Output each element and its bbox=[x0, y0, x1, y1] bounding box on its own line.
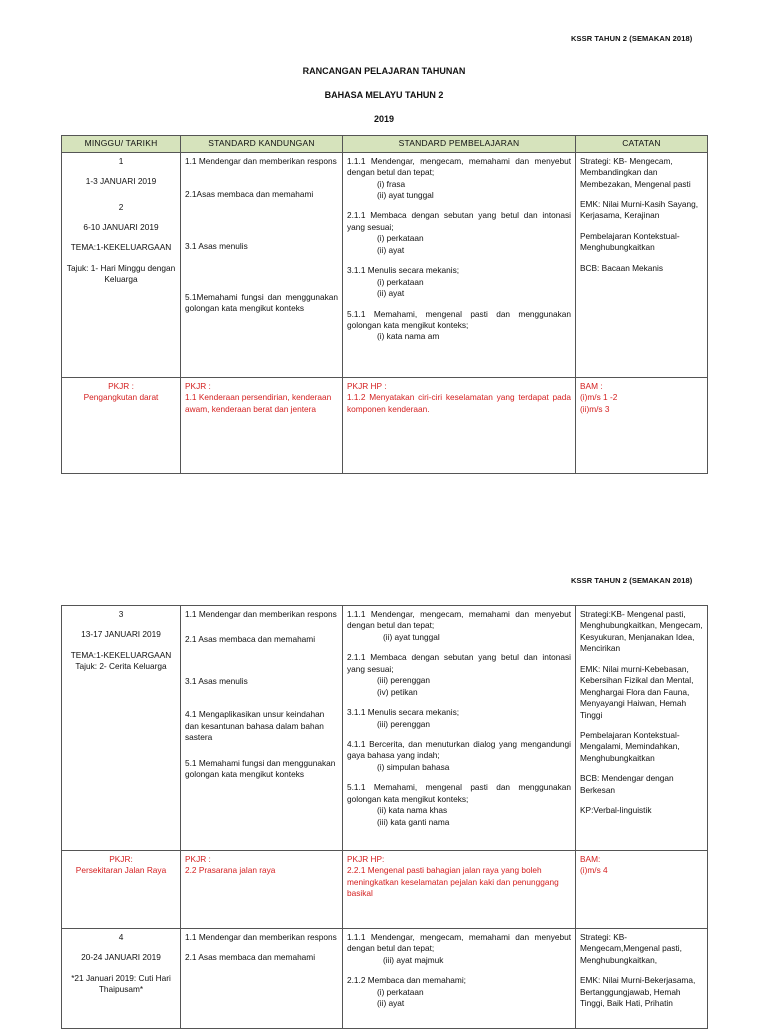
plan-table-1 bbox=[61, 135, 708, 474]
pkjr-label: PKJR : bbox=[108, 380, 134, 391]
pkjr-label: PKJR HP : bbox=[347, 380, 387, 391]
sp-item: 2.1.1 Membaca dengan sebutan yang betul dan intonasi yang sesuai; bbox=[347, 210, 571, 232]
sk-item: 1.1 Mendengar dan memberikan respons bbox=[185, 932, 337, 942]
pkjr-label: PKJR: bbox=[109, 854, 133, 864]
sp-item: 5.1.1 Memahami, mengenal pasti dan menggunakan golongan kata mengikut konteks; bbox=[347, 308, 571, 330]
theme: TEMA:1-KEKELUARGAAN bbox=[70, 649, 172, 660]
strategy-note: Strategi: KB-Mengecam,Mengenal pasti, Menghubungkaitkan, bbox=[580, 932, 682, 965]
topic: Tajuk: 1- Hari Minggu dengan Keluarga bbox=[66, 262, 176, 285]
sp-item: 3.1.1 Menulis secara mekanis; bbox=[347, 265, 460, 276]
strategy-note: Strategi: KB- Mengecam, Membandingkan dan Membezakan, Mengenal pasti bbox=[580, 155, 691, 189]
sp-subitem: (ii) ayat bbox=[377, 288, 405, 299]
sk-item: 2.1 Asas membaca dan memahami bbox=[185, 952, 316, 963]
contextual-note: Pembelajaran Kontekstual-Menghubungkaitkan bbox=[580, 230, 680, 253]
col-header-week: MINGGU/ TARIKH bbox=[62, 136, 181, 153]
year-title: 2019 bbox=[373, 114, 395, 124]
sp-cell bbox=[343, 152, 576, 377]
plan-title: RANCANGAN PELAJARAN TAHUNAN bbox=[302, 66, 466, 76]
pkjr-sp-cell bbox=[343, 851, 576, 929]
sp-item: 5.1.1 Memahami, mengenal pasti dan menggunakan golongan kata mengikut konteks; bbox=[347, 782, 571, 804]
sp-cell bbox=[343, 606, 576, 851]
sp-item: 3.1.1 Menulis secara mekanis; bbox=[347, 707, 460, 718]
sp-cell bbox=[343, 929, 576, 1029]
sp-subitem: (iii) kata ganti nama bbox=[377, 816, 450, 827]
notes-cell bbox=[576, 606, 708, 851]
contextual-note: Pembelajaran Kontekstual-Mengalami, Memindahkan, Menghubungkaitkan bbox=[580, 729, 680, 763]
bam-label: BAM: bbox=[580, 854, 601, 864]
notes-cell bbox=[576, 152, 708, 377]
sp-item: 2.1.2 Membaca dan memahami; bbox=[347, 975, 466, 986]
week-date: 20-24 JANUARI 2019 bbox=[81, 952, 161, 963]
sp-subitem: (i) frasa bbox=[377, 178, 406, 189]
pkjr-sk-cell bbox=[181, 851, 343, 929]
col-header-sk: STANDARD KANDUNGAN bbox=[181, 136, 343, 153]
kp-note: KP:Verbal-linguistik bbox=[580, 805, 652, 816]
sp-subitem: (i) simpulan bahasa bbox=[377, 761, 450, 772]
week-cell bbox=[62, 606, 181, 851]
sk-cell bbox=[181, 606, 343, 851]
pkjr-notes-cell bbox=[576, 851, 708, 929]
emk-note: EMK: Nilai Murni-Kasih Sayang, Kerjasama, Kerajinan bbox=[580, 199, 699, 221]
week-number: 3 bbox=[118, 609, 124, 619]
pkjr-label: PKJR : bbox=[185, 854, 211, 864]
sp-item: 1.1.1 Mendengar, mengecam, memahami dan menyebut dengan betul dan tepat; bbox=[347, 609, 571, 631]
pkjr-sp-cell bbox=[343, 377, 576, 473]
sp-subitem: (iv) petikan bbox=[377, 686, 418, 697]
sp-subitem: (i) perkataan bbox=[377, 986, 424, 997]
col-header-sp: STANDARD PEMBELAJARAN bbox=[343, 136, 576, 153]
sk-item: 3.1 Asas menulis bbox=[185, 675, 248, 686]
week-date: 13-17 JANUARI 2019 bbox=[81, 629, 161, 640]
pkjr-label: PKJR : bbox=[185, 380, 211, 391]
sp-subitem: (i) kata nama am bbox=[377, 331, 440, 342]
pkjr-text: Pengangkutan darat bbox=[83, 392, 159, 403]
emk-note: EMK: Nilai murni-Kebebasan, Kebersihan Fizikal dan Mental, Menghargai Flora dan Fauna, Menyayangi Haiwan, Hemah Tinggi bbox=[580, 663, 694, 720]
table-row bbox=[62, 606, 708, 851]
pkjr-text: 1.1 Kenderaan persendirian, kenderaan awam, kenderaan berat dan jentera bbox=[185, 392, 332, 414]
sp-subitem: (ii) ayat bbox=[377, 998, 405, 1009]
pkjr-text: 2.2.1 Mengenal pasti bahagian jalan raya yang boleh meningkatkan keselamatan pejalan kaki dan penunggang basikal bbox=[347, 865, 559, 899]
emk-note: EMK: Nilai Murni-Bekerjasama, Bertanggungjawab, Hemah Tinggi, Baik Hati, Prihatin bbox=[580, 975, 696, 1009]
table-row-pkjr bbox=[62, 377, 708, 473]
sp-subitem: (ii) ayat tunggal bbox=[377, 190, 434, 201]
sp-subitem: (i) perkataan bbox=[377, 276, 424, 287]
pkjr-label: PKJR HP: bbox=[347, 854, 385, 864]
week-date: 1-3 JANUARI 2019 bbox=[85, 176, 157, 187]
sk-item: 1.1 Mendengar dan memberikan respons bbox=[185, 609, 337, 619]
plan-table-2 bbox=[61, 605, 708, 1029]
sk-item: 5.1 Memahami fungsi dan menggunakan golongan kata mengikut konteks bbox=[185, 757, 336, 780]
week-number: 4 bbox=[118, 932, 124, 942]
week-number: 2 bbox=[118, 201, 124, 212]
table-row-pkjr bbox=[62, 851, 708, 929]
bcb-note: BCB: Mendengar dengan Berkesan bbox=[580, 773, 674, 795]
week-cell bbox=[62, 152, 181, 377]
bam-label: BAM : bbox=[580, 380, 603, 391]
table-header-row bbox=[62, 136, 708, 153]
pkjr-week-cell bbox=[62, 851, 181, 929]
theme: TEMA:1-KEKELUARGAAN bbox=[70, 242, 172, 253]
sk-item: 5.1Memahami fungsi dan menggunakan golongan kata mengikut konteks bbox=[185, 292, 338, 314]
pkjr-week-cell bbox=[62, 377, 181, 473]
sk-item: 2.1 Asas membaca dan memahami bbox=[185, 634, 316, 645]
sp-item: 1.1.1 Mendengar, mengecam, memahami dan menyebut dengan betul dan tepat; bbox=[347, 155, 571, 178]
sp-subitem: (i) perkataan bbox=[377, 233, 424, 244]
sp-item: 2.1.1 Membaca dengan sebutan yang betul dan intonasi yang sesuai; bbox=[347, 652, 571, 674]
pkjr-text: 2.2 Prasarana jalan raya bbox=[185, 865, 276, 876]
sp-item: 1.1.1 Mendengar, mengecam, memahami dan menyebut dengan betul dan tepat; bbox=[347, 932, 571, 954]
bam-page: (i)m/s 1 -2 bbox=[580, 392, 618, 403]
notes-cell bbox=[576, 929, 708, 1029]
sk-item: 4.1 Mengaplikasikan unsur keindahan dan kesantunan bahasa dalam bahan sastera bbox=[185, 709, 325, 743]
sp-item: 4.1.1 Bercerita, dan menuturkan dialog yang mengandungi gaya bahasa yang indah; bbox=[347, 738, 571, 761]
sp-subitem: (ii) kata nama khas bbox=[377, 805, 448, 816]
topic: Tajuk: 2- Cerita Keluarga bbox=[75, 661, 167, 672]
table-row bbox=[62, 929, 708, 1029]
table-row bbox=[62, 152, 708, 377]
pkjr-notes-cell bbox=[576, 377, 708, 473]
pkjr-sk-cell bbox=[181, 377, 343, 473]
week-date: 6-10 JANUARI 2019 bbox=[83, 222, 159, 233]
sk-item: 2.1Asas membaca dan memahami bbox=[185, 189, 314, 200]
sp-subitem: (ii) ayat tunggal bbox=[383, 631, 440, 642]
week-number: 1 bbox=[118, 155, 124, 166]
strategy-note: Strategi:KB- Mengenal pasti, Menghubungkaitkan, Mengecam, Kesyukuran, Menjanakan Idea, Mencirikan bbox=[580, 609, 703, 654]
bam-page: (ii)m/s 3 bbox=[580, 403, 610, 414]
pkjr-text: Persekitaran Jalan Raya bbox=[75, 865, 167, 876]
sp-subitem: (iii) ayat majmuk bbox=[383, 954, 444, 965]
holiday-note: *21 Januari 2019: Cuti Hari Thaipusam* bbox=[71, 972, 171, 995]
bcb-note: BCB: Bacaan Mekanis bbox=[580, 262, 664, 273]
sk-item: 3.1 Asas menulis bbox=[185, 240, 248, 251]
header-code-1: KSSR TAHUN 2 (SEMAKAN 2018) bbox=[571, 34, 693, 43]
sk-item: 1.1 Mendengar dan memberikan respons bbox=[185, 155, 337, 166]
sk-cell bbox=[181, 929, 343, 1029]
header-code-2: KSSR TAHUN 2 (SEMAKAN 2018) bbox=[571, 576, 693, 585]
sk-cell bbox=[181, 152, 343, 377]
col-header-notes: CATATAN bbox=[576, 136, 708, 153]
pkjr-text: 1.1.2 Menyatakan ciri-ciri keselamatan yang terdapat pada komponen kenderaan. bbox=[347, 392, 571, 414]
subject-title: BAHASA MELAYU TAHUN 2 bbox=[324, 90, 444, 100]
sp-subitem: (iii) perenggan bbox=[377, 718, 431, 729]
sp-subitem: (ii) ayat bbox=[377, 244, 405, 255]
bam-page: (i)m/s 4 bbox=[580, 865, 608, 876]
sp-subitem: (iii) perenggan bbox=[377, 675, 431, 686]
week-cell bbox=[62, 929, 181, 1029]
